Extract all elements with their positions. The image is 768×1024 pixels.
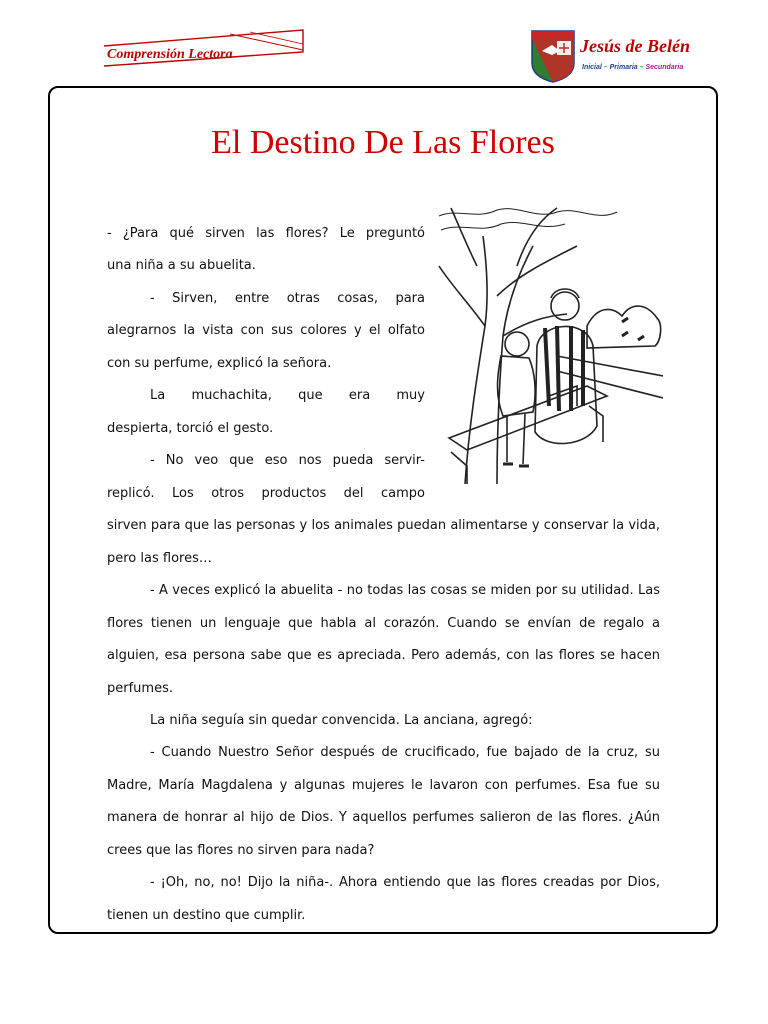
story-paragraph: - A veces explicó la abuelita - no todas las cosas se miden por su utilidad. Las flores tienen un lenguaje que habla al corazón. Cuando se envían de regalo a alguien, esa persona sabe que es apreciada. Pero además, con las flores se hacen perfumes. (107, 583, 660, 696)
level-separator: – (637, 64, 646, 71)
story-line: - No veo que eso nos pueda servir- (150, 453, 425, 468)
bench-illustration (437, 206, 663, 484)
level-primaria: Primaria (609, 64, 638, 71)
story-line: replicó. Los otros productos del campo (107, 486, 425, 501)
story-paragraph: - ¡Oh, no, no! Dijo la niña-. Ahora entiendo que las flores creadas por Dios, tienen un destino que cumplir. (107, 875, 660, 923)
story-paragraph: La niña seguía sin quedar convencida. La anciana, agregó: (150, 713, 533, 728)
story-line: alegrarnos la vista con sus colores y el olfato (107, 323, 425, 338)
level-separator: – (601, 64, 610, 71)
level-secundaria: Secundaria (645, 64, 684, 71)
story-line: - ¿Para qué sirven las flores? Le preguntó (107, 226, 425, 241)
level-inicial: Inicial (582, 64, 602, 71)
story-line: despierta, torció el gesto. (107, 421, 274, 436)
section-label: Comprensión Lectora (107, 47, 233, 62)
school-levels (582, 64, 683, 71)
school-name: Jesús de Belén (580, 36, 690, 56)
story-title: El Destino De Las Flores (211, 124, 555, 161)
story-line: una niña a su abuelita. (107, 258, 256, 273)
story-line: La muchachita, que era muy (150, 388, 425, 403)
story-line: con su perfume, explicó la señora. (107, 356, 332, 371)
story-paragraph: sirven para que las personas y los animales puedan alimentarse y conservar la vida, pero las flores… (107, 518, 660, 566)
story-line: - Sirven, entre otras cosas, para (150, 291, 425, 306)
story-paragraph: - Cuando Nuestro Señor después de crucificado, fue bajado de la cruz, su Madre, María Magdalena y algunas mujeres le lavaron con perfumes. Esa fue su manera de honrar al hijo de Dios. Y aquellos perfumes salieron de las flores. ¿Aún crees que las flores no sirven para nada? (107, 745, 660, 858)
school-crest-icon (530, 29, 576, 83)
